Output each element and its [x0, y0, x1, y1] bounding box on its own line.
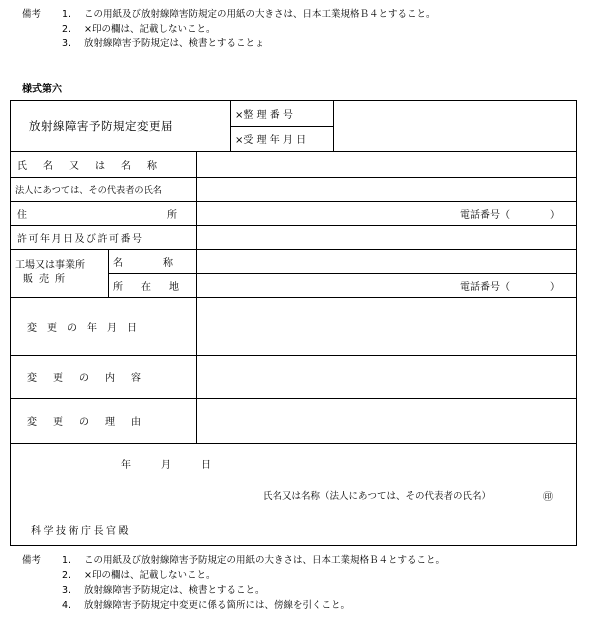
representative-field[interactable]	[200, 177, 572, 201]
bottom-notes	[22, 553, 445, 613]
change-content-label: 変更の内容	[27, 373, 157, 384]
change-date-field[interactable]	[200, 297, 572, 355]
form-title: 放射線障害予防規定変更届	[29, 119, 173, 133]
note-row	[22, 598, 445, 613]
permit-field[interactable]	[200, 225, 572, 249]
change-date-label: 変更の年月日	[27, 322, 147, 334]
note-text: この用紙及び放射線障害予防規定の用紙の大きさは、日本工業規格Ｂ４とすること。	[84, 555, 446, 566]
note-row	[22, 23, 436, 38]
facility-name-label-text: 名称	[113, 257, 213, 269]
reg-number-field[interactable]	[337, 101, 573, 126]
address-label	[17, 201, 317, 225]
change-reason-field[interactable]	[200, 398, 572, 443]
note-number: 2.	[62, 23, 72, 35]
location-label-text: 所在地	[113, 281, 197, 293]
facility-name-label	[113, 249, 213, 273]
note-number: 2.	[62, 570, 72, 581]
notes-heading: 備考	[22, 555, 42, 566]
note-number: 1.	[62, 555, 72, 566]
row-divider	[11, 443, 577, 444]
addressee: 科学技術庁長官殿	[31, 525, 131, 537]
phone-label-2: 電話番号（ ）	[460, 281, 560, 293]
note-text: 放射線障害予防規定は、検書とすること。	[84, 585, 265, 596]
note-text: ×印の欄は、記載しないこと。	[84, 23, 216, 35]
change-content-field[interactable]	[200, 355, 572, 398]
address-field[interactable]	[200, 201, 572, 225]
note-number: 3.	[62, 38, 72, 49]
note-text: 放射線障害予防規定中変更に係る箇所には、傍線を引くこと。	[84, 600, 351, 611]
note-row	[22, 8, 436, 23]
note-row	[22, 553, 445, 568]
factory-label-line2: 販売所	[23, 274, 71, 285]
note-text: 放射線障害予防規定は、検書とすることょ	[84, 38, 265, 49]
notes-heading: 備考	[22, 9, 42, 20]
col-divider	[108, 249, 109, 297]
location-field[interactable]	[200, 273, 572, 297]
col-divider	[196, 297, 197, 443]
change-notification-form	[10, 100, 577, 546]
note-number: 1.	[62, 9, 72, 20]
col-divider	[196, 151, 197, 297]
form-label: 様式第六	[22, 84, 62, 95]
note-row	[22, 583, 445, 598]
seal-mark: ㊞	[543, 491, 553, 503]
reg-number-label: ×整 理 番 号	[235, 110, 293, 121]
signature-line: 氏名又は名称（法人にあつては、その代表者の氏名）	[263, 491, 492, 502]
permit-label: 許可年月日及び許可番号	[17, 233, 144, 245]
top-notes	[22, 8, 436, 52]
change-reason-label: 変更の理由	[27, 417, 157, 428]
note-number: 4.	[62, 600, 72, 611]
factory-label-line1: 工場又は事業所	[15, 260, 85, 271]
location-label	[113, 273, 197, 297]
facility-name-field[interactable]	[200, 249, 572, 273]
note-number: 3.	[62, 585, 72, 596]
name-field[interactable]	[200, 151, 572, 177]
received-date-field[interactable]	[337, 126, 573, 151]
received-date-label: ×受 理 年 月 日	[235, 135, 307, 146]
name-label-text: 氏名又は名称	[17, 160, 173, 172]
note-row	[22, 37, 436, 52]
representative-label: 法人にあつては、その代表者の氏名	[15, 185, 162, 196]
note-text: ×印の欄は、記載しないこと。	[84, 570, 216, 581]
phone-label: 電話番号（ ）	[460, 209, 560, 221]
note-row	[22, 568, 445, 583]
note-text: この用紙及び放射線障害防規定の用紙の大きさは、日本工業規格Ｂ４とすること。	[84, 9, 436, 20]
col-divider	[230, 101, 231, 151]
date-line: 年 月 日	[121, 459, 211, 471]
name-label	[17, 151, 189, 177]
col-divider	[333, 101, 334, 151]
address-label-text: 住所	[17, 209, 317, 221]
factory-label	[15, 249, 107, 297]
